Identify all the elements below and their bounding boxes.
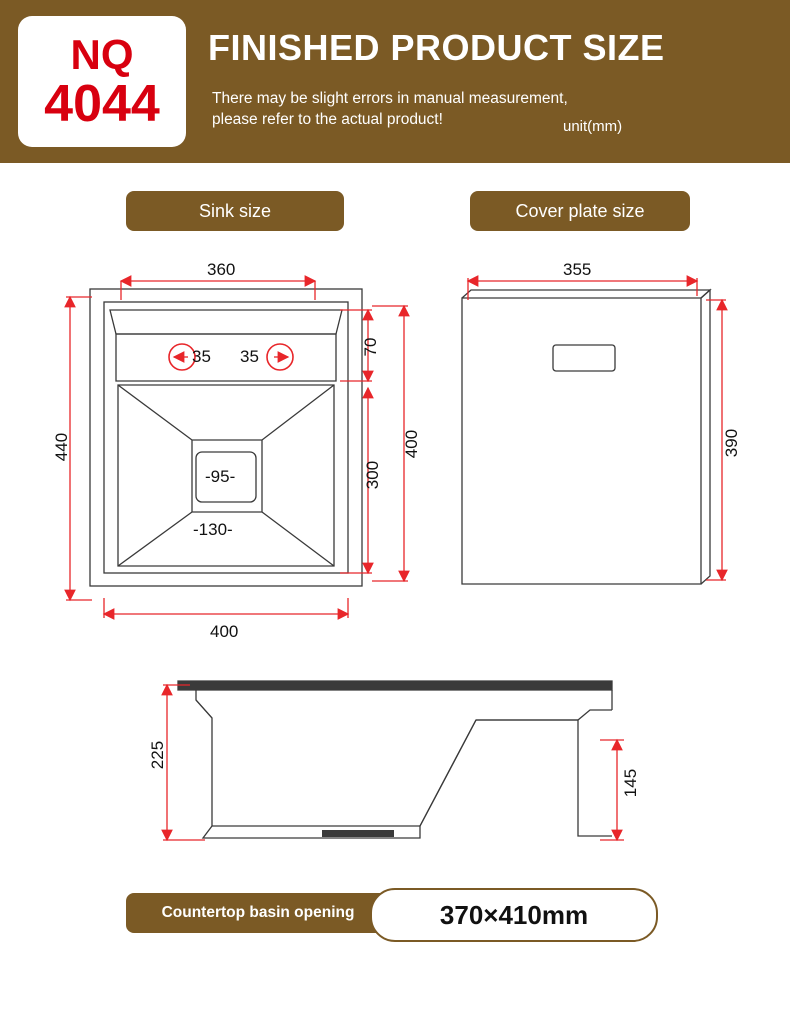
model-badge-prefix: NQ xyxy=(70,30,134,78)
dimension-label-cover-height-390: 390 xyxy=(722,428,741,458)
header-banner xyxy=(0,0,790,163)
dimension-label-ledge-70: 70 xyxy=(361,337,380,357)
dimension-label-drain-95: -95- xyxy=(205,467,236,486)
dimension-label-sink-width-360: 360 xyxy=(207,260,236,279)
countertop-opening-label: Countertop basin opening xyxy=(126,893,390,933)
dimension-label-hole-left-35: 35 xyxy=(192,347,211,366)
dimension-label-hole-right-35: 35 xyxy=(240,347,259,366)
model-badge xyxy=(18,16,186,147)
dimension-label-sink-inner-height-400: 400 xyxy=(402,429,421,459)
header-subtitle: There may be slight errors in manual measurement, please refer to the actual product! xyxy=(212,90,568,128)
dimension-label-drain-130: -130- xyxy=(193,520,233,539)
sink-dimension-lines xyxy=(66,281,408,618)
cover-plate-dimension-lines xyxy=(468,278,726,580)
sink-top-view-outline xyxy=(90,289,362,586)
countertop-opening-value: 370×410mm xyxy=(370,888,658,942)
dimension-label-bowl-300: 300 xyxy=(363,460,382,490)
section-label-cover-plate-size: Cover plate size xyxy=(470,191,690,231)
model-badge-number: 4044 xyxy=(44,74,160,133)
section-dimension-lines xyxy=(163,685,624,840)
unit-note: unit(mm) xyxy=(563,118,623,135)
dimension-label-section-depth-145: 145 xyxy=(621,768,640,798)
dimension-label-section-depth-225: 225 xyxy=(148,740,167,770)
dimension-label-sink-width-400: 400 xyxy=(210,622,239,641)
faucet-holes xyxy=(169,344,293,370)
section-label-sink-size: Sink size xyxy=(126,191,344,231)
page-title: FINISHED PRODUCT SIZE xyxy=(208,27,665,68)
dimension-label-cover-width-355: 355 xyxy=(563,260,592,279)
dimension-label-sink-height-440: 440 xyxy=(52,432,71,462)
section-view-outline xyxy=(178,681,612,838)
cover-plate-outline xyxy=(462,290,710,584)
